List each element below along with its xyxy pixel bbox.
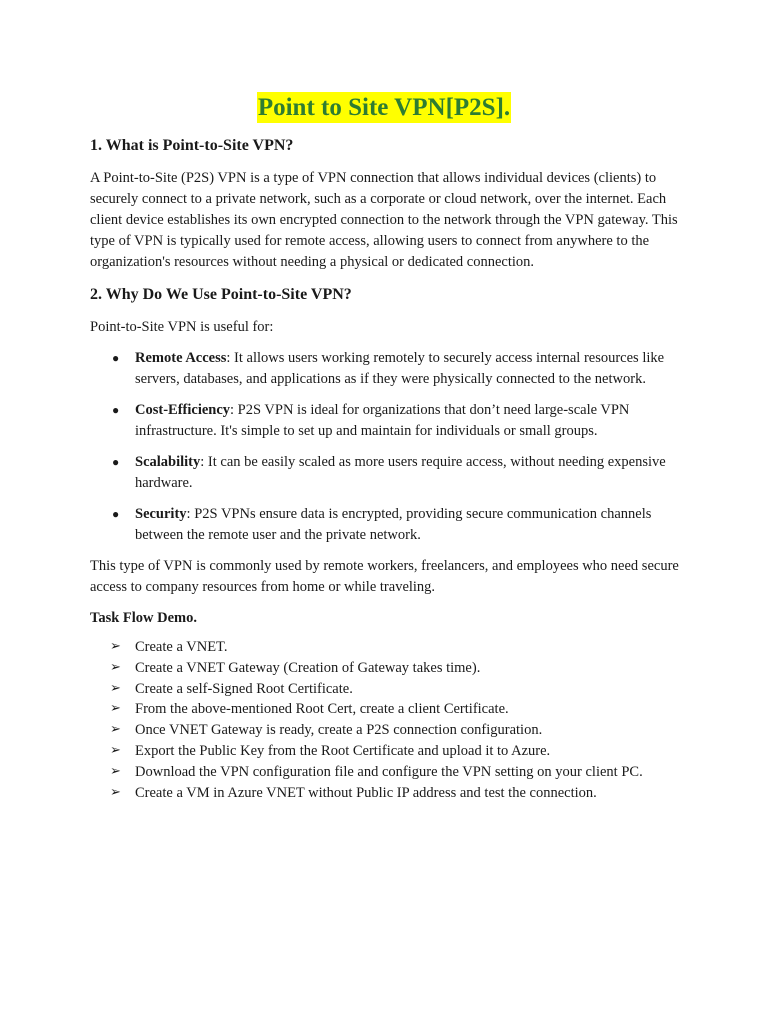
bullet-term: Security bbox=[135, 506, 187, 522]
step-text: From the above-mentioned Root Cert, create a client Certificate. bbox=[135, 701, 509, 718]
section-2-closing: This type of VPN is commonly used by remote workers, freelancers, and employees who need secure access to company resources from home or while traveling. bbox=[90, 558, 679, 595]
bullet-icon: ● bbox=[112, 507, 120, 521]
section-2-heading: 2. Why Do We Use Point-to-Site VPN? bbox=[90, 286, 352, 303]
bullet-term: Remote Access bbox=[135, 350, 227, 366]
bullet-term: Scalability bbox=[135, 454, 201, 470]
list-item bbox=[90, 720, 690, 741]
bullet-text: : It can be easily scaled as more users require access, without needing expensive hardware. bbox=[135, 454, 666, 491]
section-1-paragraph: A Point-to-Site (P2S) VPN is a type of VPN connection that allows individual devices (clients) to securely connect to a private network, such as a corporate or cloud network, over the internet. Each client device establishes its own encrypted connection to the network through the VPN gateway. This type of VPN is typically used for remote access, allowing users to connect from anywhere to the organization's resources without needing a physical or dedicated connection. bbox=[90, 170, 678, 270]
task-flow-list bbox=[90, 637, 690, 803]
bullet-icon: ● bbox=[112, 455, 120, 469]
list-item bbox=[90, 348, 690, 390]
step-text: Download the VPN configuration file and configure the VPN setting on your client PC. bbox=[135, 763, 643, 780]
step-text: Once VNET Gateway is ready, create a P2S connection configuration. bbox=[135, 722, 543, 739]
bullet-text: : P2S VPN is ideal for organizations that don’t need large-scale VPN infrastructure. It's simple to set up and maintain for individuals or small groups. bbox=[135, 402, 630, 439]
bullet-icon: ● bbox=[112, 403, 120, 417]
bullet-term: Cost-Efficiency bbox=[135, 402, 231, 418]
bullet-text: : It allows users working remotely to securely access internal resources like servers, databases, and applications as if they were physically connected to the network. bbox=[135, 350, 665, 387]
step-text: Create a VM in Azure VNET without Public IP address and test the connection. bbox=[135, 784, 597, 801]
task-flow-heading: Task Flow Demo. bbox=[90, 610, 198, 626]
step-text: Create a VNET Gateway (Creation of Gateway takes time). bbox=[135, 659, 481, 676]
title-wrap bbox=[0, 92, 768, 123]
arrow-bullet-icon: ➢ bbox=[110, 742, 121, 758]
list-item bbox=[90, 783, 690, 804]
list-item bbox=[90, 504, 690, 546]
step-text: Create a self-Signed Root Certificate. bbox=[135, 680, 353, 697]
arrow-bullet-icon: ➢ bbox=[110, 680, 121, 696]
list-item bbox=[90, 741, 690, 762]
list-item bbox=[90, 637, 690, 658]
document-body bbox=[90, 136, 690, 803]
bullet-text: : P2S VPNs ensure data is encrypted, providing secure communication channels between the remote user and the private network. bbox=[135, 506, 652, 543]
list-item bbox=[90, 658, 690, 679]
step-text: Create a VNET. bbox=[135, 639, 228, 655]
arrow-bullet-icon: ➢ bbox=[110, 763, 121, 779]
arrow-bullet-icon: ➢ bbox=[110, 722, 121, 738]
document-title: Point to Site VPN[P2S]. bbox=[257, 94, 511, 121]
list-item bbox=[90, 699, 690, 720]
section-1-heading: 1. What is Point-to-Site VPN? bbox=[90, 137, 294, 154]
step-text: Export the Public Key from the Root Certificate and upload it to Azure. bbox=[135, 742, 551, 759]
arrow-bullet-icon: ➢ bbox=[110, 639, 121, 654]
arrow-bullet-icon: ➢ bbox=[110, 701, 121, 717]
arrow-bullet-icon: ➢ bbox=[110, 784, 121, 800]
list-item bbox=[90, 452, 690, 494]
bullet-icon: ● bbox=[112, 351, 120, 365]
arrow-bullet-icon: ➢ bbox=[110, 659, 121, 675]
benefits-list bbox=[90, 348, 690, 546]
section-2-intro: Point-to-Site VPN is useful for: bbox=[90, 319, 274, 335]
list-item bbox=[90, 762, 690, 783]
list-item bbox=[90, 400, 690, 442]
list-item bbox=[90, 679, 690, 700]
